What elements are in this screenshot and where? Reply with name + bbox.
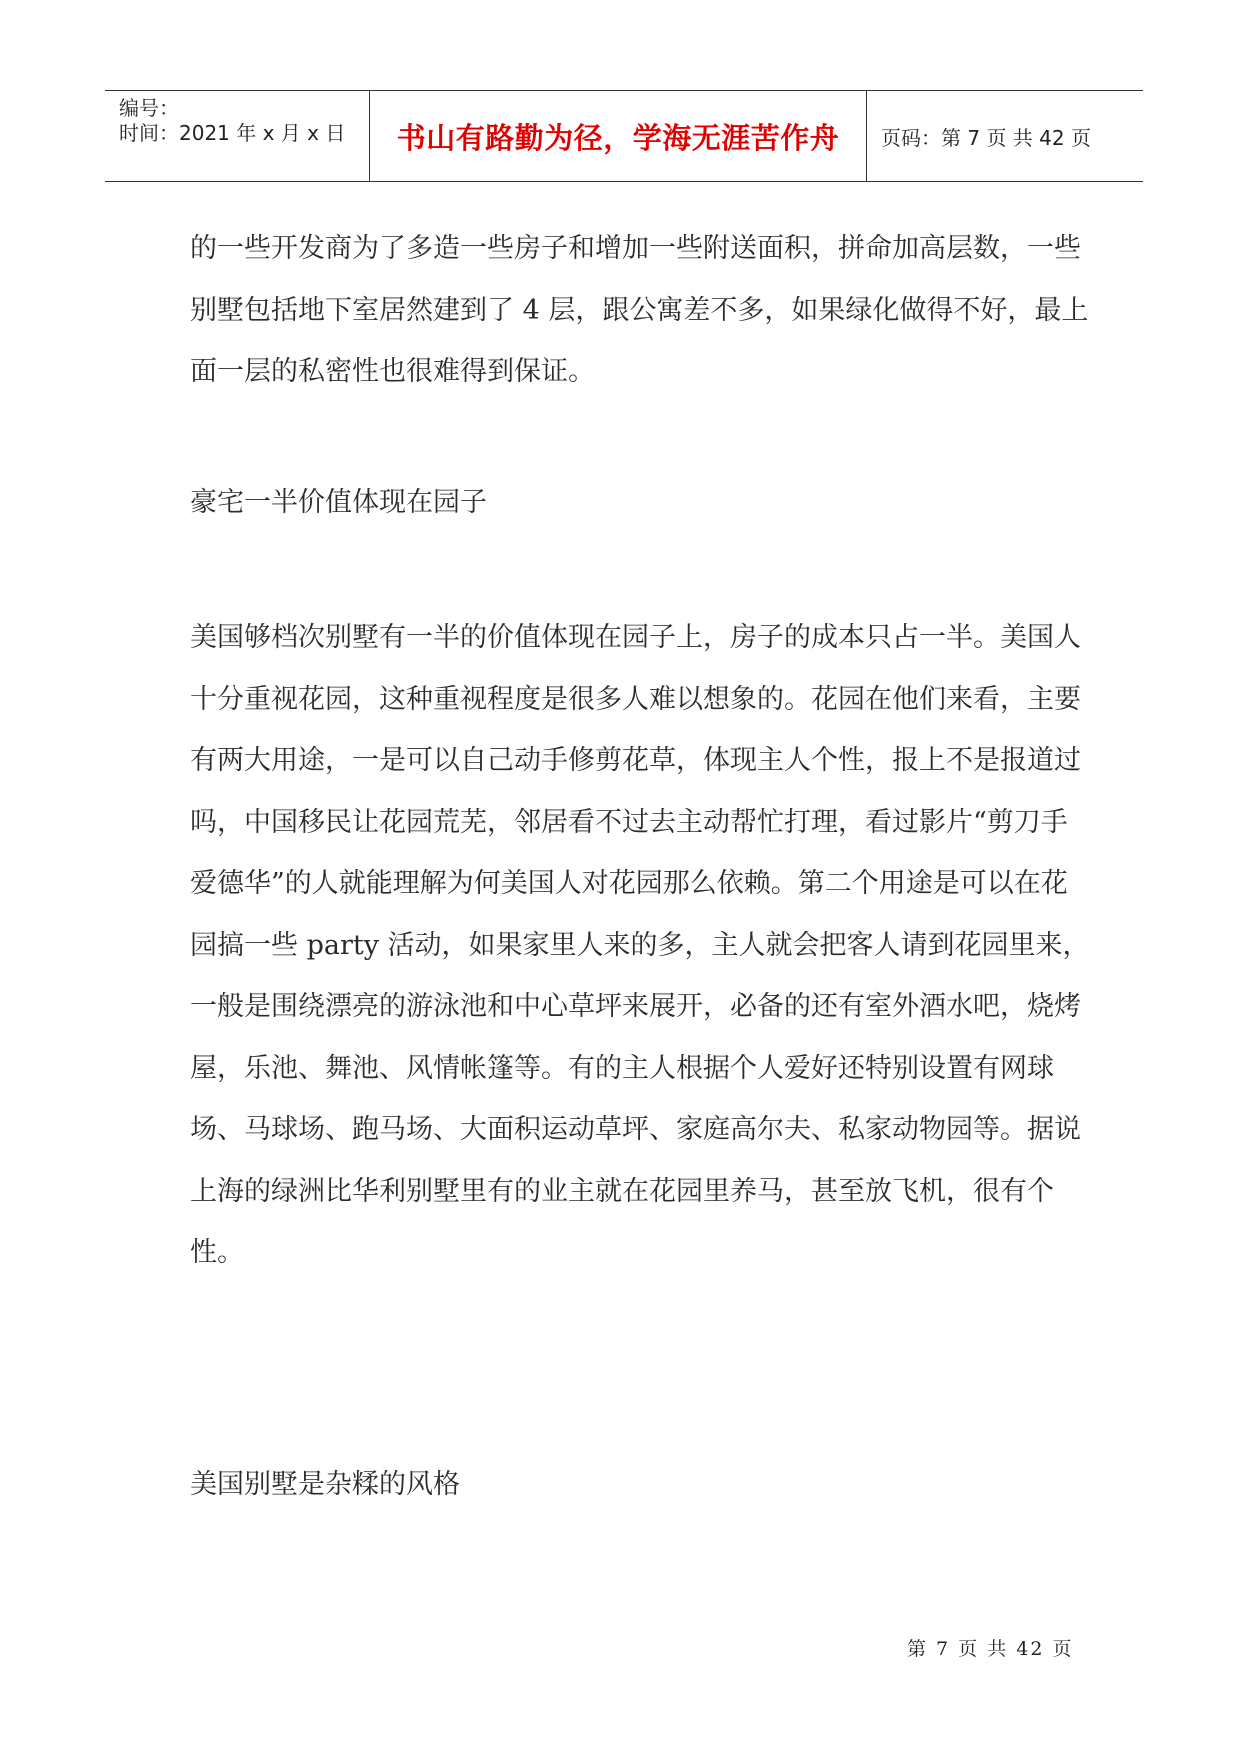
page-code-text: 页码：第 7 页 共 42 页 [881, 125, 1091, 150]
date-text: 时间：2021 年 x 月 x 日 [119, 121, 346, 145]
page-footer: 第 7 页 共 42 页 [907, 1638, 1074, 1660]
header-motto-cell [370, 91, 867, 181]
header-page-cell [867, 91, 1143, 181]
motto-text: 书山有路勤为径，学海无涯苦作舟 [396, 120, 840, 155]
serial-number-label: 编号： [119, 96, 179, 120]
section-heading: 豪宅一半价值体现在园子 [190, 487, 487, 518]
paragraph: 美国够档次别墅有一半的价值体现在园子上，房子的成本只占一半。美国人十分重视花园，这种重视程度是很多人难以想象的。花园在他们来看，主要有两大用途，一是可以自己动手修剪花草，体现主人个性，报上不是报道过吗，中国移民让花园荒芜，邻居看不过去主动帮忙打理，看过影片“剪刀手爱德华”的人就能理解为何美国人对花园那么依赖。第二个用途是可以在花园搞一些 party 活动，如果家里人来的多，主人就会把客人请到花园里来，一般是围绕漂亮的游泳池和中心草坪来展开，必备的还有室外酒水吧，烧烤屋，乐池、舞池、风情帐篷等。有的主人根据个人爱好还特别设置有网球场、马球场、跑马场、大面积运动草坪、家庭高尔夫、私家动物园等。据说上海的绿洲比华利别墅里有的业主就在花园里养马，甚至放飞机，很有个性。 [190, 622, 1090, 1268]
section-heading: 美国别墅是杂糅的风格 [190, 1469, 460, 1500]
page-header [105, 90, 1143, 182]
paragraph: 的一些开发商为了多造一些房子和增加一些附送面积，拼命加高层数，一些别墅包括地下室居然建到了 4 层，跟公寓差不多，如果绿化做得不好，最上面一层的私密性也很难得到保证。 [190, 233, 1089, 387]
header-meta [105, 91, 370, 181]
